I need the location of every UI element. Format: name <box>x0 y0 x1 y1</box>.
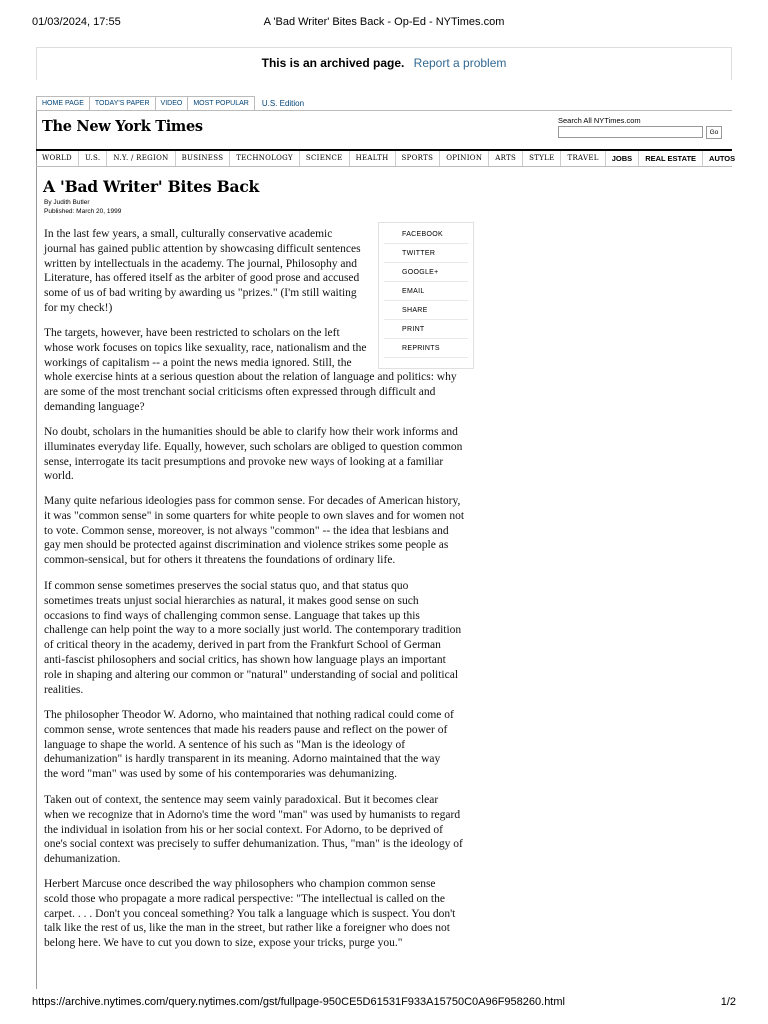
share-twitter[interactable]: TWITTER <box>384 244 468 263</box>
nav-video[interactable]: VIDEO <box>156 96 189 110</box>
nav-most-popular[interactable]: MOST POPULAR <box>188 96 255 110</box>
section-jobs[interactable]: JOBS <box>606 151 639 166</box>
article-paragraph <box>44 227 361 316</box>
print-title: A 'Bad Writer' Bites Back - Op-Ed - NYTimes.com <box>263 16 505 28</box>
section-health[interactable]: HEALTH <box>350 151 396 166</box>
paragraph-line: dehumanization" is hardly transparent in its meaning. Adorno maintained that the way <box>44 753 441 766</box>
paragraph-line: occasions to find ways of challenging common sense. Language that takes up this <box>44 609 420 622</box>
paragraph-line: Literature, has offered itself as the arbiter of good prose and accused <box>44 272 360 285</box>
section-real-estate[interactable]: REAL ESTATE <box>639 151 703 166</box>
paragraph-line: Taken out of context, the sentence may seem vainly paradoxical. But it becomes clear <box>44 794 439 806</box>
paragraph-line: language to shape the world. A sentence of his such as "Man is the ideology of <box>44 738 406 751</box>
search-input[interactable] <box>558 126 703 138</box>
paragraph-line: workings of capitalism -- a point the news media ignored. Still, the <box>44 356 352 369</box>
share-email[interactable]: EMAIL <box>384 282 468 301</box>
paragraph-line: carpet. . . . Don't you conceal something? You talk a language which is suspect. You don't <box>44 907 456 920</box>
page-left-rule <box>36 96 37 989</box>
paragraph-line: In the last few years, a small, culturally conservative academic <box>44 228 333 240</box>
section-arts[interactable]: ARTS <box>489 151 523 166</box>
paragraph-line: the individual in isolation from his or her social context. For Adorno, to be deprived of <box>44 823 443 836</box>
print-page-number: 1/2 <box>720 996 736 1008</box>
print-footer <box>32 996 736 1010</box>
paragraph-line: realities. <box>44 683 84 696</box>
paragraph-line: journal has gained public attention by showcasing difficult sentences <box>44 242 361 255</box>
share-share[interactable]: SHARE <box>384 301 468 320</box>
section-business[interactable]: BUSINESS <box>176 151 231 166</box>
paragraph-line: the word "man" was used by some of his contemporaries was dehumanizing. <box>44 768 398 781</box>
section-science[interactable]: SCIENCE <box>300 151 350 166</box>
paragraph-line: written by intellectuals in the academy. The journal, Philosophy and <box>44 257 357 270</box>
print-url: https://archive.nytimes.com/query.nytimes.com/gst/fullpage-950CE5D61531F933A15750C0A96F958260.html <box>32 996 565 1008</box>
search-go-button[interactable]: Go <box>706 126 722 139</box>
article-paragraph <box>44 579 461 697</box>
paragraph-line: role in shaping and altering our common or "natural" understanding of social and political <box>44 668 459 681</box>
section-world[interactable]: WORLD <box>36 151 79 166</box>
section-ny-region[interactable]: N.Y. / REGION <box>107 151 175 166</box>
section-nav <box>36 149 736 167</box>
paragraph-line: one's social context was precisely to suffer dehumanization. Thus, "man" is the ideology of <box>44 838 463 851</box>
section-technology[interactable]: TECHNOLOGY <box>230 151 300 166</box>
section-style[interactable]: STYLE <box>523 151 561 166</box>
byline: By Judith Butler <box>44 199 90 206</box>
paragraph-line: anti-fascist philosophers and social critics, has shown how language plays an important <box>44 653 446 666</box>
search-label: Search All NYTimes.com <box>558 116 641 125</box>
paragraph-line: common-sensical, but for others it threatens the foundations of ordinary life. <box>44 554 396 567</box>
paragraph-line: sometimes treats unjust social hierarchies as natural, it makes good sense on such <box>44 594 419 607</box>
paragraph-line: for my check!) <box>44 301 113 314</box>
paragraph-line: scold those who propagate a more radical perspective: "The intellectual is called on the <box>44 892 445 905</box>
paragraph-line: whole exercise hints at a serious question about the relation of language and politics: why <box>44 371 457 384</box>
section-sports[interactable]: SPORTS <box>396 151 441 166</box>
paragraph-line: Herbert Marcuse once described the way philosophers who champion common sense <box>44 878 436 890</box>
share-print[interactable]: PRINT <box>384 320 468 339</box>
paragraph-line: sense, interrogate its tacit presumptions and provoke new ways of looking at a familiar <box>44 455 444 468</box>
nav-home-page[interactable]: HOME PAGE <box>36 96 90 110</box>
paragraph-line: of critical theory in the academy, derived in part from the Frankfurt School of German <box>44 639 441 652</box>
paragraph-line: common sense, wrote sentences that made his readers pause and reflect on the power of <box>44 723 448 736</box>
paragraph-line: when we recognize that in Adorno's time the word "man" was used by humanists to regard <box>44 808 461 821</box>
article-paragraph <box>44 425 462 484</box>
archive-banner <box>36 47 732 80</box>
paragraph-line: world. <box>44 470 74 483</box>
article-headline: A 'Bad Writer' Bites Back <box>43 177 260 196</box>
paragraph-line: are some of the most trenchant social criticisms often expressed through difficult and <box>44 386 436 399</box>
paragraph-line: No doubt, scholars in the humanities should be able to clarify how their work informs and <box>44 426 458 438</box>
paragraph-line: demanding language? <box>44 400 145 413</box>
paragraph-line: talk like the rest of us, like the man in the street, but rather like a foreigner who does not <box>44 922 450 935</box>
report-problem-link[interactable]: Report a problem <box>413 56 507 70</box>
paragraph-line: dehumanization. <box>44 853 121 866</box>
top-nav-rule <box>36 110 732 111</box>
print-date: 01/03/2024, 17:55 <box>32 16 121 28</box>
article-paragraph <box>44 793 463 867</box>
section-us[interactable]: U.S. <box>79 151 107 166</box>
nyt-logo[interactable]: The New York Times <box>42 118 203 135</box>
paragraph-line: it was "common sense" in some quarters for white people to own slaves and for women not <box>44 509 465 522</box>
share-google-plus[interactable]: GOOGLE+ <box>384 263 468 282</box>
paragraph-line: illuminates everyday life. Equally, however, such scholars are obliged to question common <box>44 440 463 453</box>
paragraph-line: belong here. We have to cut you down to size, expose your tricks, purge you." <box>44 937 403 950</box>
paragraph-line: whose work focuses on topics like sexuality, race, nationalism and the <box>44 341 367 354</box>
share-facebook[interactable]: FACEBOOK <box>384 225 468 244</box>
paragraph-line: gay men should be protected against discrimination and violence strikes some people as <box>44 539 449 552</box>
paragraph-line: some of us of bad writing by awarding us "prizes." (I'm still waiting <box>44 287 357 300</box>
paragraph-line: challenge can help point the way to a more socially just world. The contemporary tradition <box>44 624 462 637</box>
published-date: Published: March 20, 1999 <box>44 208 122 215</box>
section-autos[interactable]: AUTOS <box>709 154 736 163</box>
paragraph-line: The philosopher Theodor W. Adorno, who maintained that nothing radical could come of <box>44 709 454 721</box>
top-nav <box>36 96 304 110</box>
print-header <box>32 16 736 30</box>
section-opinion[interactable]: OPINION <box>440 151 489 166</box>
paragraph-line: Many quite nefarious ideologies pass for common sense. For decades of American history, <box>44 495 461 507</box>
nav-todays-paper[interactable]: TODAY'S PAPER <box>90 96 156 110</box>
edition-link[interactable]: U.S. Edition <box>261 99 305 108</box>
paragraph-line: The targets, however, have been restricted to scholars on the left <box>44 327 340 339</box>
paragraph-line: If common sense sometimes preserves the social status quo, and that status quo <box>44 580 409 592</box>
article-paragraph <box>44 494 464 568</box>
share-reprints[interactable]: REPRINTS <box>384 339 468 358</box>
archive-notice: This is an archived page. <box>261 56 405 70</box>
article-paragraph <box>44 708 454 782</box>
section-travel[interactable]: TRAVEL <box>561 151 605 166</box>
article-paragraph <box>44 877 455 951</box>
article-paragraph <box>44 326 457 415</box>
paragraph-line: to vote. Common sense, moreover, is not always "common" -- the idea that lesbians and <box>44 524 449 537</box>
